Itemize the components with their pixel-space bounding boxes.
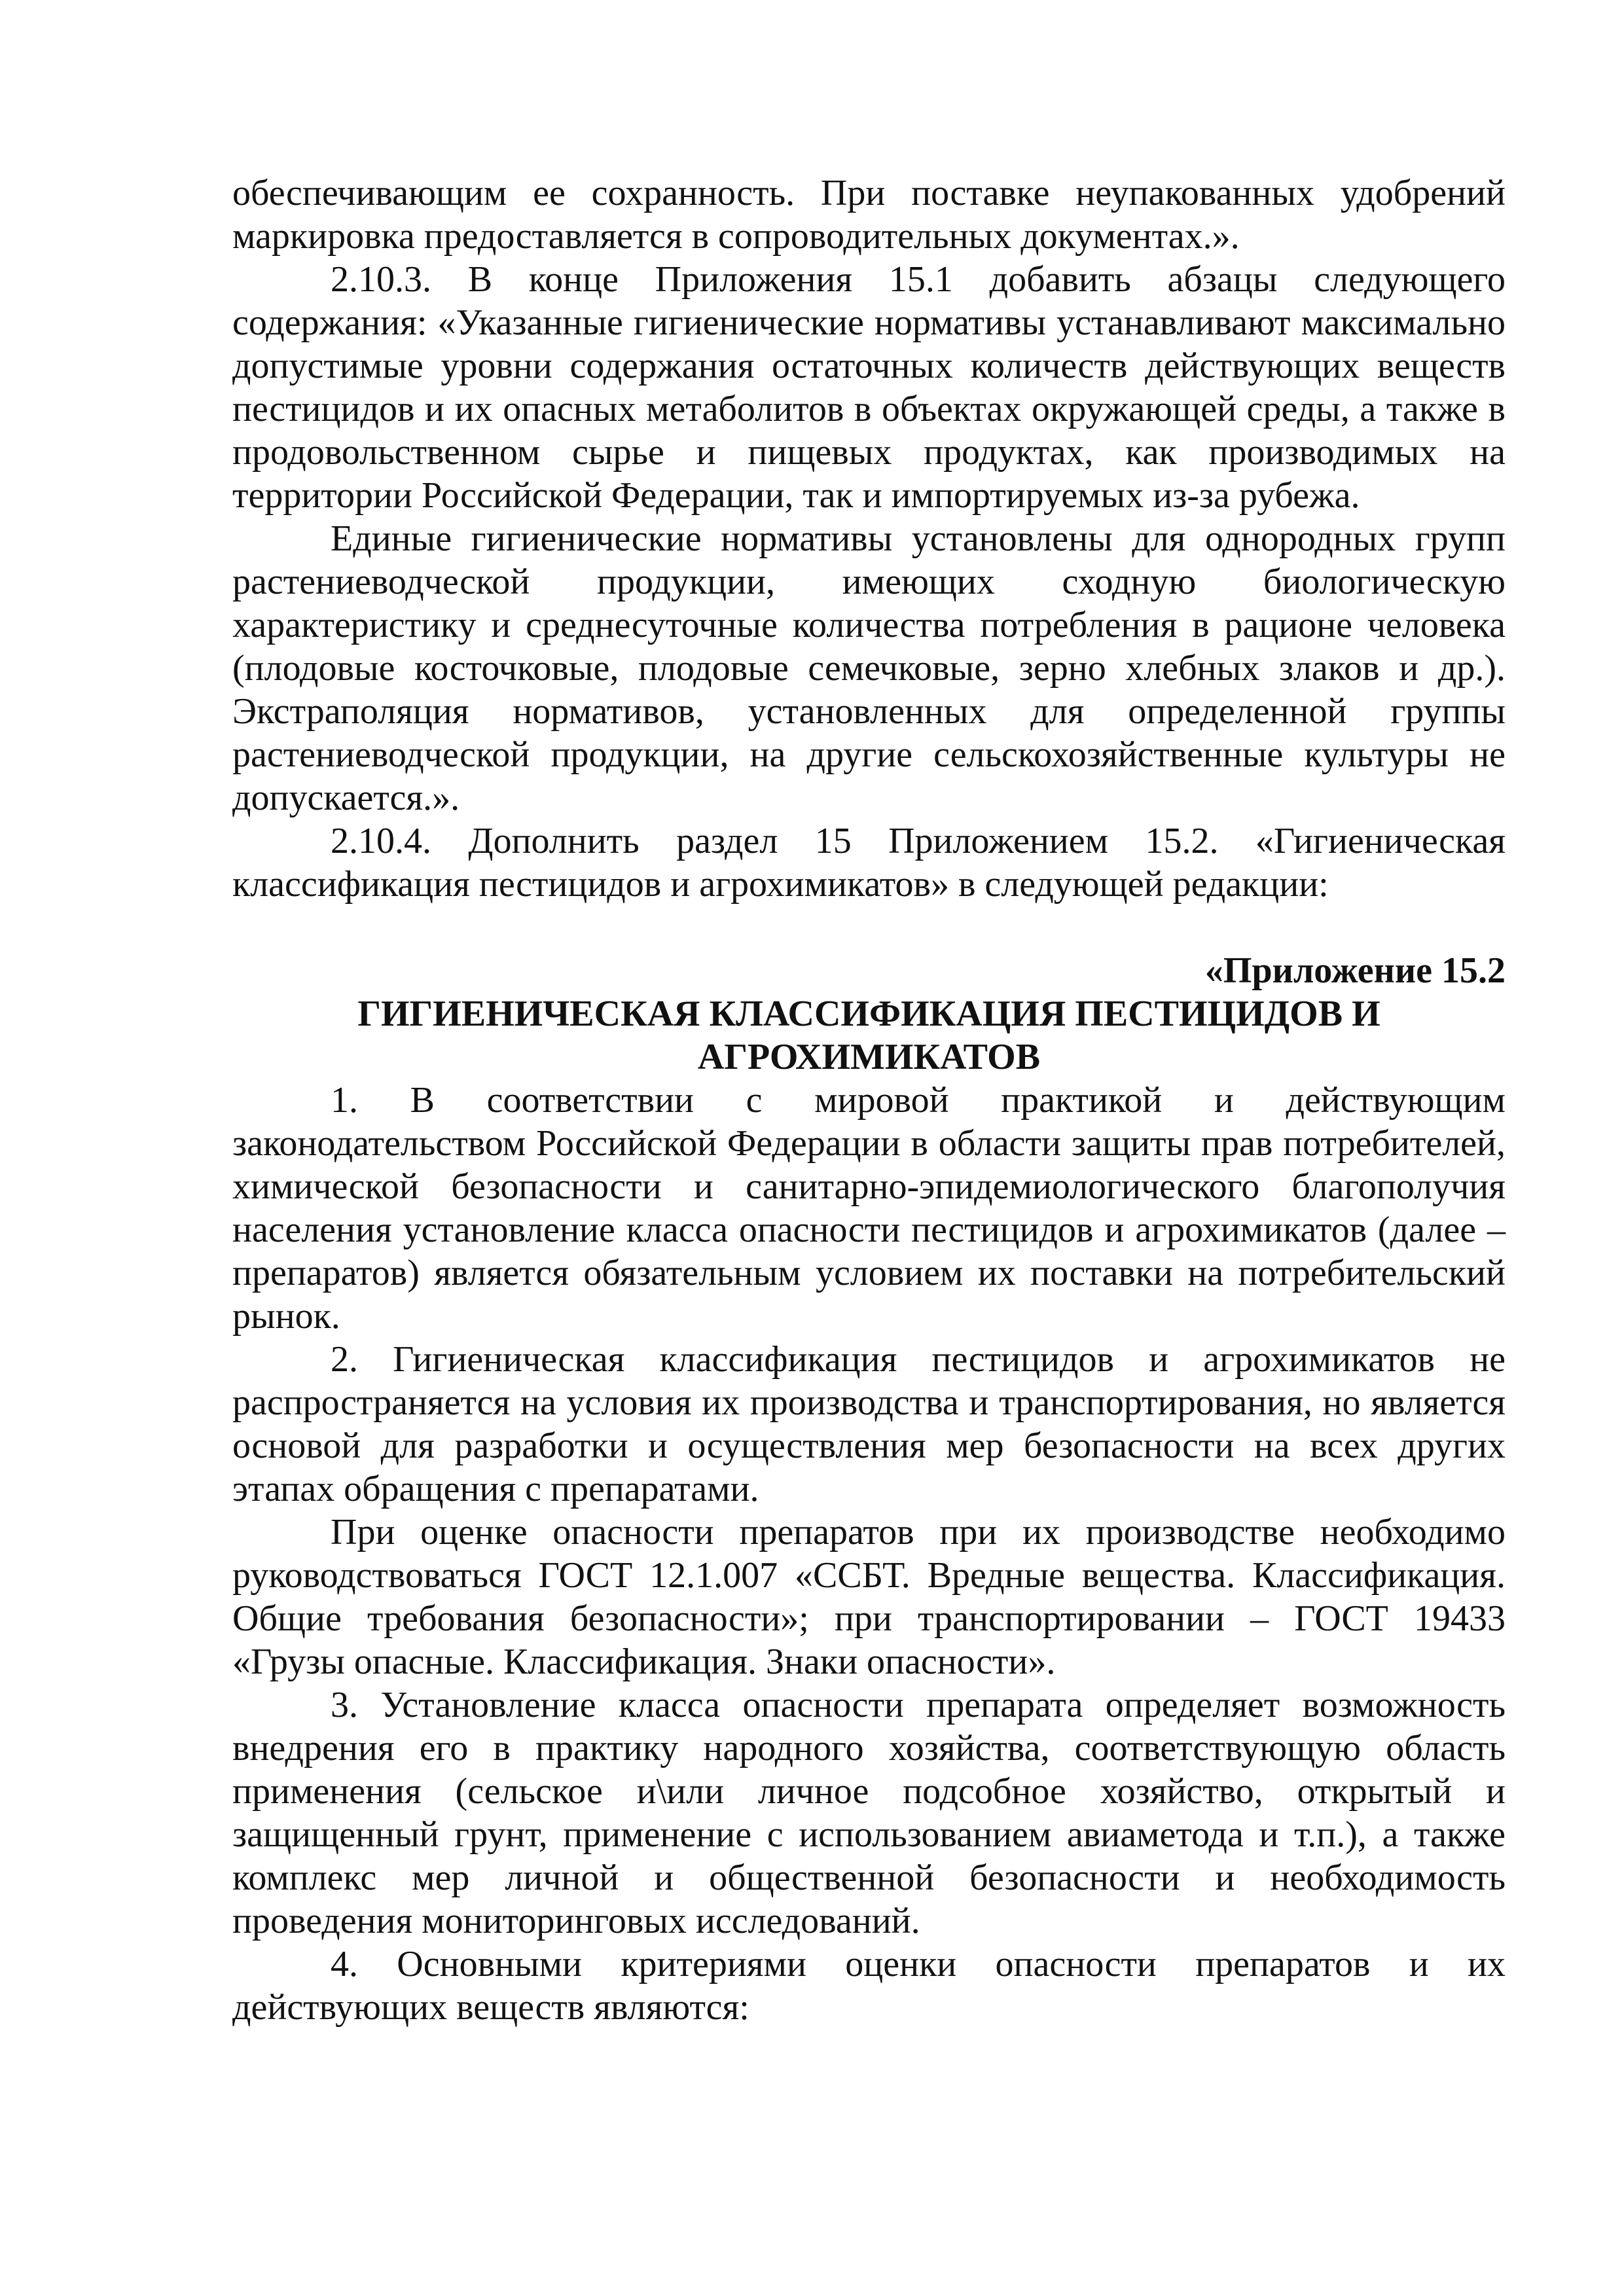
appendix-label: «Приложение 15.2 xyxy=(1204,950,1506,991)
paragraph-item-2: 2. Гигиеническая классификация пестицидов и агрохимикатов не распространяется на условия их производства и транспортирования, но является основой для разработки и осуществления мер безопасности на всех других этапах обращения с препаратами. xyxy=(232,1339,1506,1509)
paragraph-unified-norms: Единые гигиенические нормативы установлены для однородных групп растениеводческой продукции, имеющих сходную биологическую характеристику и среднесуточные количества потребления в рационе человека (плодовые косточковые, плодовые семечковые, зерно хлебных злаков и др.). Экстраполяция нормативов, установленных для определенной группы растениеводческой продукции, на другие сельскохозяйственные культуры не допускается.». xyxy=(232,518,1506,818)
paragraph-2-10-4: 2.10.4. Дополнить раздел 15 Приложением 15.2. «Гигиеническая классификация пестицидов и агрохимикатов» в следующей редакции: xyxy=(232,821,1506,905)
paragraph-2-10-3: 2.10.3. В конце Приложения 15.1 добавить абзацы следующего содержания: «Указанные гигиенические нормативы устанавливают максимально допустимые уровни содержания остаточных количеств действующих веществ пестицидов и их опасных метаболитов в объектах окружающей среды, а также в продовольственном сырье и пищевых продуктах, как производимых на территории Российской Федерации, так и импортируемых из-за рубежа. xyxy=(232,259,1506,516)
paragraph-item-4: 4. Основными критериями оценки опасности препаратов и их действующих веществ являются: xyxy=(232,1944,1506,2028)
paragraph-continuation: обеспечивающим ее сохранность. При поставке неупакованных удобрений маркировка предоставляется в сопроводительных документах.». xyxy=(232,173,1506,257)
paragraph-item-1: 1. В соответствии с мировой практикой и действующим законодательством Российской Федерации в области защиты прав потребителей, химической безопасности и санитарно-эпидемиологического благополучия населения установление класса опасности пестицидов и агрохимикатов (далее – препаратов) является обязательным условием их поставки на потребительский рынок. xyxy=(232,1080,1506,1336)
appendix-title: ГИГИЕНИЧЕСКАЯ КЛАССИФИКАЦИЯ ПЕСТИЦИДОВ И АГРОХИМИКАТОВ xyxy=(357,994,1380,1077)
paragraph-item-3: 3. Установление класса опасности препарата определяет возможность внедрения его в практику народного хозяйства, соответствующую область применения (сельское и\или личное подсобное хозяйство, открытый и защищенный грунт, применение с использованием авиаметода и т.п.), а также комплекс мер личной и общественной безопасности и необходимость проведения мониторинговых исследований. xyxy=(232,1685,1506,1941)
document-page xyxy=(232,171,1506,2029)
section-gap xyxy=(232,906,1506,949)
paragraph-item-2-gost: При оценке опасности препаратов при их производстве необходимо руководствоваться ГОСТ 12.1.007 «ССБТ. Вредные вещества. Классификация. Общие требования безопасности»; при транспортировании – ГОСТ 19433 «Грузы опасные. Классификация. Знаки опасности». xyxy=(232,1512,1506,1682)
